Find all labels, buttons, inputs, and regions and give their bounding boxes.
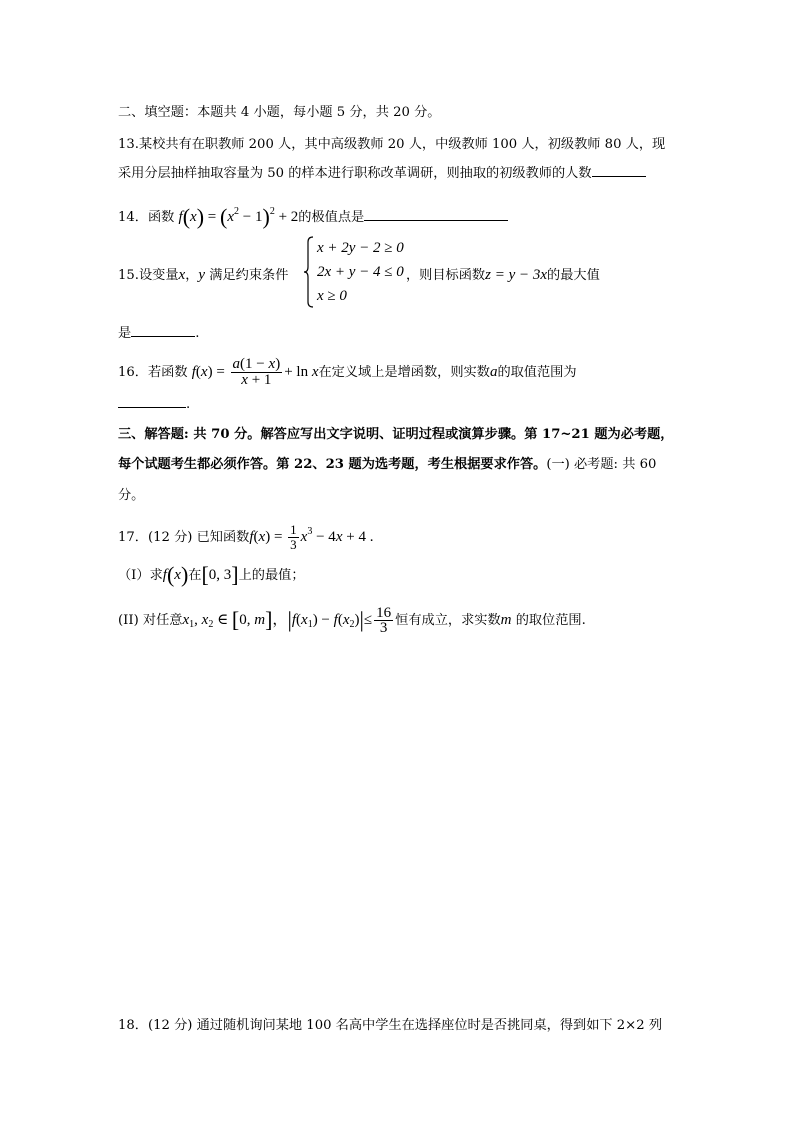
q15-objective: z = y − 3x [485, 267, 548, 283]
section3-line3: 分。 [118, 488, 145, 503]
q15-tail: 的最大值 [547, 268, 600, 283]
q16-blank-line: . [118, 395, 190, 415]
q16-mid: 在定义域上是增函数，则实数 [318, 365, 490, 380]
q15-cond2: 2x + y − 4 ≤ 0 [317, 264, 404, 280]
q15-constraints [317, 236, 404, 308]
q13-line2-text: 采用分层抽样抽取容量为 50 的样本进行职称改革调研，则抽取的初级教师的人数 [118, 166, 592, 181]
q17-part2: (II) 对任意$x_1$, $x_2$ ∈ [0, m]，$|f(x_1) - f(x_2)|\le$ $\frac{16}{3}$ 恒有成立，求实数m 的取位范围. [118, 605, 586, 636]
q14-answer-blank [364, 208, 508, 221]
q14-formula: f [178, 209, 183, 225]
section3-line1: 三、解答题: 共 70 分。解答应写出文字说明、证明过程或演算步骤。第 17~21 题为必考题， [118, 427, 674, 442]
q16-num: 16．若函数 [118, 365, 188, 380]
q15-mid: 满足约束条件 [209, 268, 289, 283]
q18-line: 18．(12 分) 通过随机询问某地 100 名高中学生在选择座位时是否挑同桌，得到如下 2×2 列 [118, 1018, 663, 1033]
q17-part1: （Ⅰ）求f(x)在[0, 3]上的最值； [118, 562, 305, 587]
q15-brace [303, 236, 315, 308]
q16-line: 16．若函数 f(x) = $\frac{a(1 - x)}{x + 1}$ + ln x在定义域上是增函数，则实数a的取值范围为 [118, 356, 577, 388]
q15-after: ，则目标函数 [406, 268, 486, 283]
q15-cond3: x ≥ 0 [317, 288, 347, 304]
q15-cond1: x + 2y − 2 ≥ 0 [317, 240, 404, 256]
q14-suffix: 的极值点是 [298, 210, 365, 225]
q17-num: 17．(12 分) 已知函数 [118, 530, 250, 545]
section3-line2: 每个试题考生都必须作答。第 22、23 题为选考题，考生根据要求作答。(一) 必考题: 共 60 [118, 457, 657, 472]
q16-answer-blank [118, 395, 186, 408]
q16-tail: 的取值范围为 [497, 365, 577, 380]
q17-line: 17．(12 分) 已知函数f(x) = $\frac{1}{3}$ $x^3 - 4x + 4$ . [118, 522, 374, 552]
q15-line1: 15.设变量x，y 满足约束条件 [118, 267, 289, 283]
q13-line1: 13.某校共有在职教师 200 人，其中高级教师 20 人，中级教师 100 人，初级教师 80 人，现 [118, 137, 666, 152]
q15-answer-blank [131, 324, 195, 337]
q15-objective-line [406, 265, 600, 286]
q13-line2 [118, 164, 646, 184]
q13-answer-blank [592, 164, 646, 177]
q15-prefix: 15.设变量 [118, 268, 179, 283]
section2-header: 二、填空题：本题共 4 小题，每小题 5 分，共 20 分。 [118, 105, 441, 120]
q14-line: 14．函数 $f(x) = (x^2 - 1)^2 + 2$的极值点是 [118, 202, 508, 228]
q14-num: 14．函数 [118, 210, 175, 225]
q15-line2: 是 . [118, 326, 200, 341]
q16-var: a [489, 364, 498, 380]
